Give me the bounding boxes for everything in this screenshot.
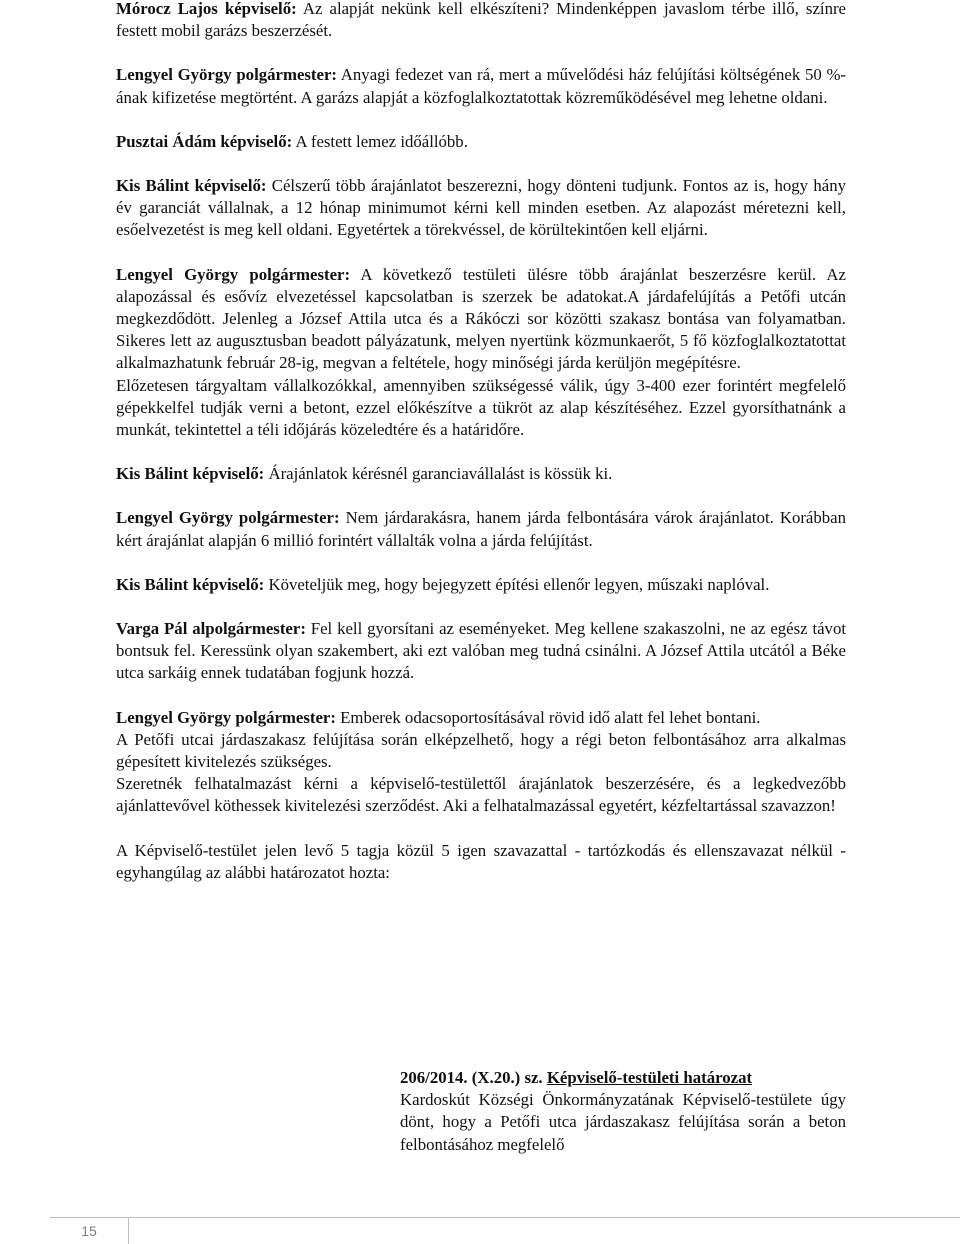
speaker-name: Lengyel György polgármester: [116, 508, 340, 528]
speaker-name: Lengyel György polgármester: [116, 264, 351, 284]
paragraph-7 [116, 463, 846, 485]
paragraph-5 [116, 264, 846, 375]
paragraph-12 [116, 729, 846, 773]
speech-text: Célszerű több árajánlatot beszerezni, hogy dönteni tudjunk. Fontos az is, hogy hány év garanciát vállalnak, a 12 hónap minimumot kérni kell minden esetben. Az alapozást méretezni kell, esőelvezetést is meg kell oldani. Egyetértek a törekvéssel, de körültekintően kell eljárni. [116, 176, 846, 240]
paragraph-10 [116, 618, 846, 685]
speech-text: Emberek odacsoportosításával rövid idő alatt fel lehet bontani. [335, 707, 761, 727]
paragraph-6 [116, 375, 846, 442]
page-number: 15 [50, 1217, 129, 1244]
resolution-title: Képviselő-testületi határozat [546, 1068, 753, 1087]
speech-text: Árajánlatok kérésnél garanciavállalást is kössük ki. [264, 464, 613, 484]
speaker-name: Lengyel György polgármester: [116, 65, 338, 85]
minutes-body [116, 0, 846, 884]
paragraph-9 [116, 574, 846, 596]
speaker-name: Varga Pál alpolgármester: [116, 619, 306, 639]
resolution-block [400, 1067, 846, 1156]
paragraph-4 [116, 175, 846, 242]
speaker-name: Mórocz Lajos képviselő: [116, 0, 297, 18]
speaker-name: Lengyel György polgármester: [116, 707, 336, 727]
paragraph-14 [116, 840, 846, 884]
speaker-name: Kis Bálint képviselő: [116, 574, 265, 594]
speaker-name: Pusztai Ádám képviselő: [116, 131, 293, 151]
paragraph-3 [116, 131, 846, 153]
speech-text: Fel kell gyorsítani az eseményeket. Meg kellene szakaszolni, ne az egész távot bontsuk fel. Keressünk olyan szakembert, aki ezt valóban meg tudná csinálni. A József Attila utcától a Béke utca sarkáig ennek tudatában fogjunk hozzá. [116, 619, 846, 683]
paragraph-13 [116, 773, 846, 817]
speech-text: Követeljük meg, hogy bejegyzett építési ellenőr legyen, műszaki naplóval. [264, 574, 770, 594]
footer-divider [128, 1217, 960, 1218]
speech-text: Anyagi fedezet van rá, mert a művelődési ház felújítási költségének 50 %-ának kifizetése megtörtént. A garázs alapját a közfoglalkoztatottak közreműködésével meg lehetne oldani. [116, 65, 847, 107]
paragraph-11 [116, 707, 846, 729]
resolution-text: Kardoskút Községi Önkormányzatának Képviselő-testülete úgy dönt, hogy a Petőfi utca járdaszakasz felújítása során a beton felbontásához megfelelő [400, 1090, 846, 1154]
resolution-number: 206/2014. (X.20.) sz. [400, 1068, 543, 1087]
speech-text: Nem járdarakásra, hanem járda felbontására várok árajánlatot. Korábban kért árajánlat alapján 6 millió forintért vállalták volna a járda felújítást. [116, 508, 846, 550]
speech-text: Szeretnék felhatalmazást kérni a képviselő-testülettől árajánlatok beszerzésére, és a legkedvezőbb ajánlattevővel köthessek kivitelezési szerződést. Aki a felhatalmazással egyetért, kézfeltartással szavazzon! [116, 774, 846, 816]
paragraph-8 [116, 507, 846, 551]
speech-text: A festett lemez időállóbb. [292, 131, 468, 151]
speech-text: A Petőfi utcai járdaszakasz felújítása során elképzelhető, hogy a régi beton felbontásához arra alkalmas gépesített kivitelezés szükséges. [116, 729, 846, 772]
paragraph-2 [116, 64, 846, 108]
paragraph-1 [116, 0, 846, 42]
speech-text: Az alapját nekünk kell elkészíteni? Mindenképpen javaslom térbe illő, színre festett mobil garázs beszerzését. [116, 0, 847, 41]
speaker-name: Kis Bálint képviselő: [116, 176, 267, 196]
speech-text: Előzetesen tárgyaltam vállalkozókkal, amennyiben szükségessé válik, úgy 3-400 ezer forintért megfelelő gépekkelfel tudják verni a betont, ezzel előkészítve a tükröt az alap készítéséhez. Ezzel gyorsíthatnánk a munkát, tekintettel a téli időjárás közeledtére és a határidőre. [116, 375, 846, 440]
speech-text: A következő testületi ülésre több árajánlat beszerzésre kerül. Az alapozással és esővíz elvezetéssel kapcsolatban is szerzek be adatokat.A járdafelújítás a Petőfi utcán megkezdődött. Jelenleg a József Attila utca és a Rákóczi sor közötti szakasz bontása van folyamatban. Sikeres lett az augusztusban beadott pályázatunk, melyen nyertünk közmunkaerőt, 5 fő közfoglalkoztatottat alkalmazhatunk február 28-ig, megvan a feltétele, hogy minőségi járda kerüljön megépítésre. [116, 264, 846, 373]
resolution-heading [400, 1067, 846, 1089]
speaker-name: Kis Bálint képviselő: [116, 464, 265, 484]
speech-text: A Képviselő-testület jelen levő 5 tagja közül 5 igen szavazattal - tartózkodás és ellenszavazat nélkül - egyhangúlag az alábbi határozatot hozta: [116, 840, 846, 882]
